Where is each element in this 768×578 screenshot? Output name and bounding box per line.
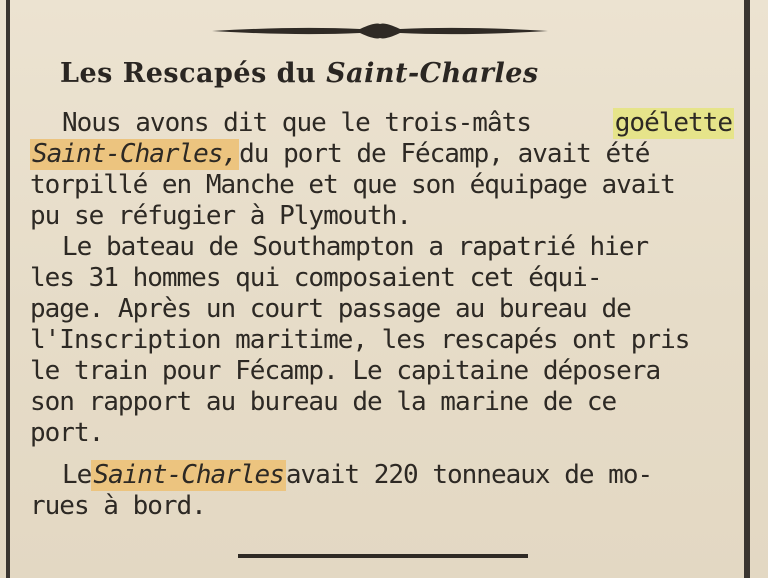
right-column-rule <box>744 0 750 578</box>
p2-l2-text: les 31 hommes qui composaient cet équi- <box>30 263 602 293</box>
p2-l4-text: l'Inscription maritime, les rescapés ont pris <box>30 325 690 355</box>
p2-line-1 <box>30 232 734 263</box>
p1-line-3 <box>30 170 734 201</box>
p2-line-5 <box>30 356 734 387</box>
p2-l1-text: Le bateau de Southampton a rapatrié hier <box>62 232 649 262</box>
highlight-saint-charles-1: Saint-Charles, <box>32 139 238 169</box>
p1-line-2 <box>30 139 734 170</box>
p2-line-2 <box>30 263 734 294</box>
p1-l2-text: du port de Fécamp, avait été <box>239 139 650 169</box>
highlight-goelette: goélette <box>614 108 732 138</box>
paragraph-3 <box>30 460 734 522</box>
p3-line-2 <box>30 491 734 522</box>
paragraph-1 <box>30 108 734 232</box>
top-ornament-divider <box>210 18 550 44</box>
highlight-saint-charles-2: Saint-Charles <box>93 460 284 490</box>
p1-line-4 <box>30 201 734 232</box>
p1-l1-text: Nous avons dit que le trois-mâts <box>62 108 531 138</box>
p1-l3-text: torpillé en Manche et que son équipage avait <box>30 170 675 200</box>
p3-l1-text-b: avait 220 tonneaux de mo- <box>285 460 653 490</box>
title-ship-name: Saint-Charles <box>326 58 539 89</box>
article-title <box>60 58 720 89</box>
p2-line-3 <box>30 294 734 325</box>
p1-line-1 <box>30 108 734 139</box>
p2-l6-text: son rapport au bureau de la marine de ce <box>30 387 617 417</box>
paragraph-2 <box>30 232 734 449</box>
p3-line-1 <box>30 460 734 491</box>
p2-l5-text: le train pour Fécamp. Le capitaine déposera <box>30 356 661 386</box>
p2-l3-text: page. Après un court passage au bureau de <box>30 294 631 324</box>
p2-l7-text: port. <box>30 418 104 448</box>
bottom-rule-divider <box>238 548 528 564</box>
title-prefix: Les Rescapés du <box>60 58 327 89</box>
p2-line-6 <box>30 387 734 418</box>
p3-l2-text: rues à bord. <box>30 491 206 521</box>
left-column-rule <box>6 0 10 578</box>
p2-line-4 <box>30 325 734 356</box>
p3-l1-text-a: Le <box>62 460 92 490</box>
p2-line-7 <box>30 418 734 449</box>
p1-l4-text: pu se réfugier à Plymouth. <box>30 201 411 231</box>
